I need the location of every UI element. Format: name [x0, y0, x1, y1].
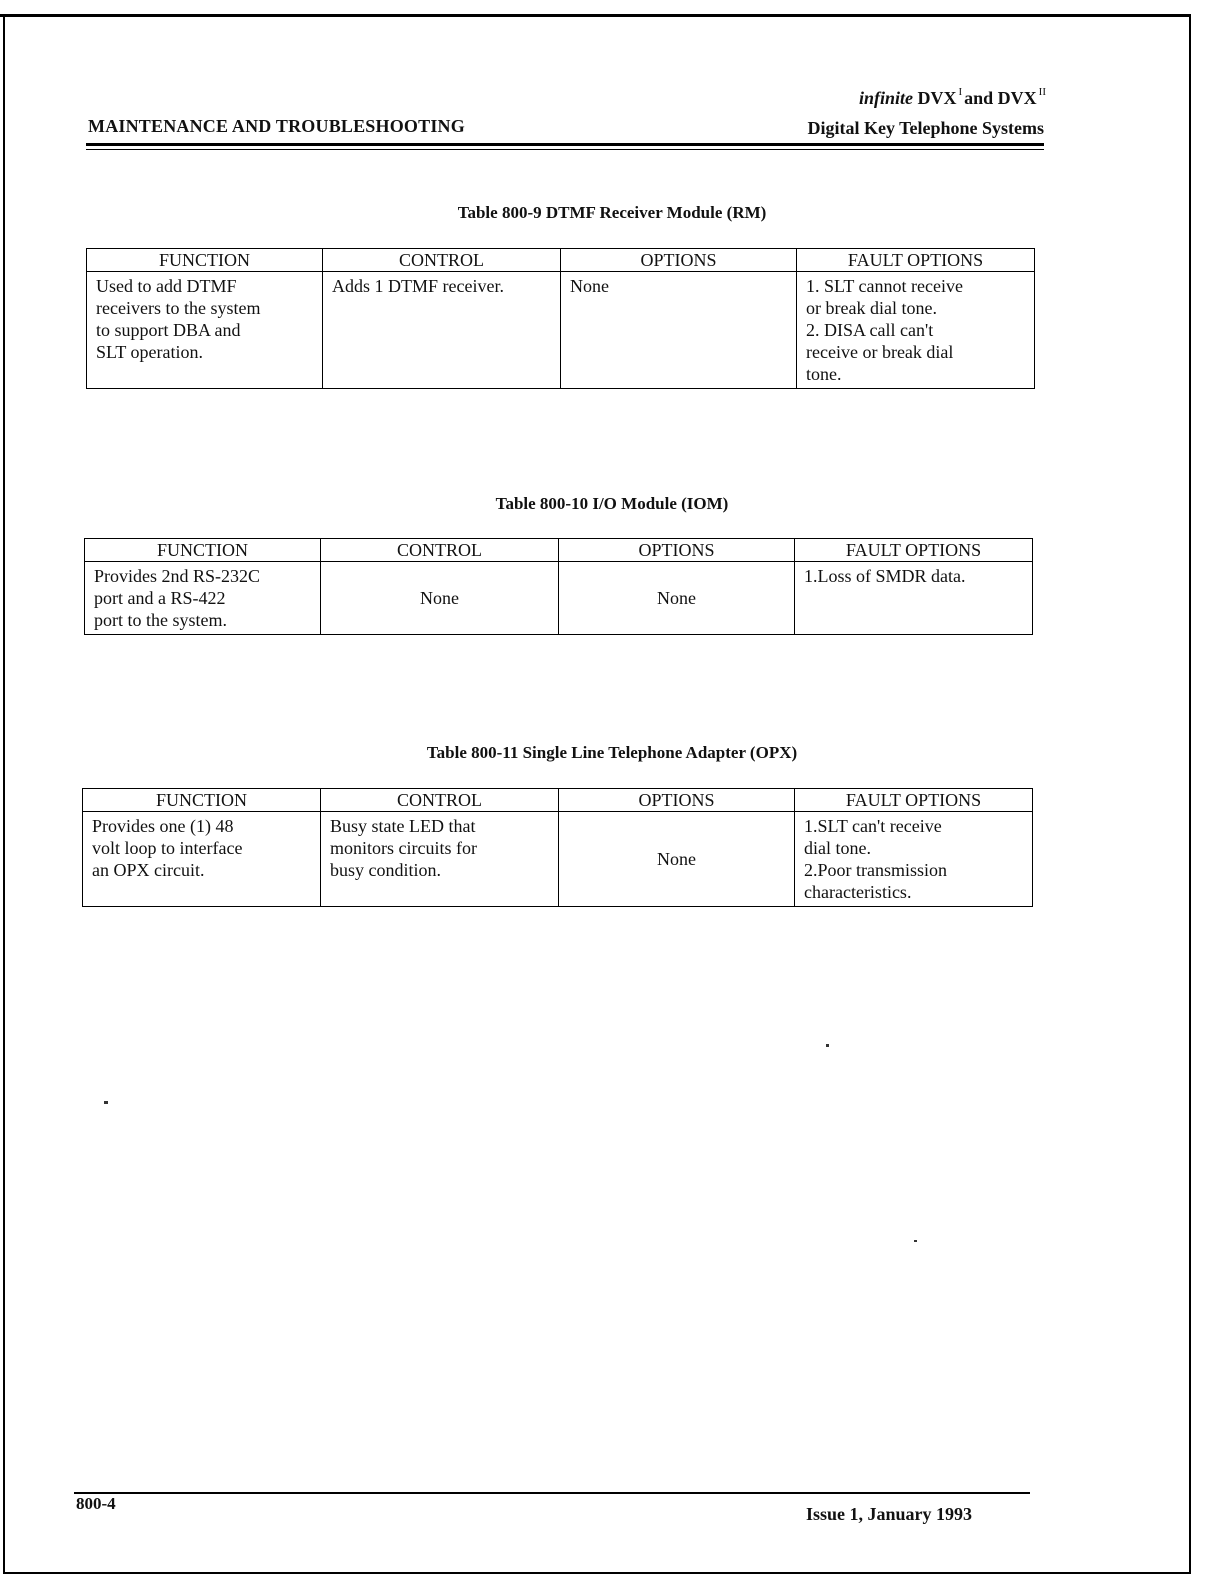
table-caption-opx: Table 800-11 Single Line Telephone Adapter (OPX)	[426, 743, 798, 762]
table-header-row	[83, 789, 1033, 812]
text-line: Used to add DTMF	[96, 276, 237, 296]
text-line: SLT operation.	[96, 342, 203, 362]
text-line: receivers to the system	[96, 298, 261, 318]
table-header-row	[85, 539, 1033, 562]
table-row	[83, 812, 1033, 907]
section-title: MAINTENANCE AND TROUBLESHOOTING	[88, 116, 465, 136]
cell-options: None	[559, 562, 795, 635]
col-header-control: CONTROL	[323, 249, 561, 272]
col-header-fault-options: FAULT OPTIONS	[795, 539, 1033, 562]
col-header-control: CONTROL	[321, 789, 559, 812]
footer-rule	[74, 1492, 1030, 1494]
cell-fault-options	[795, 812, 1033, 907]
table-row	[85, 562, 1033, 635]
cell-options	[561, 272, 797, 389]
table-iom	[84, 538, 1033, 635]
cell-function	[85, 562, 321, 635]
table-caption-iom: Table 800-10 I/O Module (IOM)	[495, 494, 729, 513]
table-rm	[86, 248, 1035, 389]
page-border-bottom	[3, 1572, 1191, 1574]
product-title	[859, 88, 1048, 109]
product-prefix: infinite	[858, 88, 913, 108]
cell-control: None	[321, 562, 559, 635]
col-header-fault-options: FAULT OPTIONS	[795, 789, 1033, 812]
text-line: an OPX circuit.	[92, 860, 205, 880]
product-sup2: II	[1038, 86, 1046, 98]
page-number: 800-4	[76, 1494, 116, 1513]
cell-options: None	[559, 812, 795, 907]
text-line: Busy state LED that	[330, 816, 476, 836]
text-line: 1.SLT can't receive	[804, 816, 942, 836]
text-line: characteristics.	[804, 882, 912, 902]
text-line: None	[570, 276, 609, 296]
table-caption-rm: Table 800-9 DTMF Receiver Module (RM)	[457, 203, 767, 222]
text-line: Adds 1 DTMF receiver.	[332, 276, 504, 296]
cell-function	[87, 272, 323, 389]
cell-fault-options	[795, 562, 1033, 635]
table-opx	[82, 788, 1033, 907]
col-header-function: FUNCTION	[83, 789, 321, 812]
cell-control	[323, 272, 561, 389]
text-line: 2.Poor transmission	[804, 860, 948, 880]
text-line: receive or break dial	[806, 342, 954, 362]
product-subtitle: Digital Key Telephone Systems	[807, 118, 1044, 138]
text-line: Provides 2nd RS-232C	[94, 566, 261, 586]
col-header-function: FUNCTION	[85, 539, 321, 562]
scan-speck	[826, 1044, 829, 1047]
cell-fault-options	[797, 272, 1035, 389]
cell-control	[321, 812, 559, 907]
text-line: dial tone.	[804, 838, 871, 858]
product-sup1: I	[958, 86, 963, 98]
text-line: or break dial tone.	[806, 298, 937, 318]
table-header-row	[87, 249, 1035, 272]
page-border-left	[3, 14, 5, 1574]
page-border-top	[0, 14, 1190, 17]
col-header-options: OPTIONS	[559, 789, 795, 812]
text-line: volt loop to interface	[92, 838, 243, 858]
text-line: port and a RS-422	[94, 588, 226, 608]
text-line: monitors circuits for	[330, 838, 477, 858]
text-line: tone.	[806, 364, 842, 384]
col-header-fault-options: FAULT OPTIONS	[797, 249, 1035, 272]
product-and: and DVX	[964, 88, 1037, 108]
header-rule-thin	[86, 149, 1044, 150]
col-header-function: FUNCTION	[87, 249, 323, 272]
col-header-options: OPTIONS	[561, 249, 797, 272]
product-dvx1: DVX	[917, 88, 957, 108]
header-rule	[86, 143, 1044, 146]
text-line: to support DBA and	[96, 320, 241, 340]
text-line: Provides one (1) 48	[92, 816, 234, 836]
table-row	[87, 272, 1035, 389]
cell-function	[83, 812, 321, 907]
scan-speck	[914, 1240, 917, 1242]
text-line: 2. DISA call can't	[806, 320, 934, 340]
issue-date: Issue 1, January 1993	[806, 1504, 973, 1524]
text-line: 1. SLT cannot receive	[806, 276, 963, 296]
text-line: port to the system.	[94, 610, 227, 630]
text-line: busy condition.	[330, 860, 441, 880]
col-header-control: CONTROL	[321, 539, 559, 562]
col-header-options: OPTIONS	[559, 539, 795, 562]
text-line: 1.Loss of SMDR data.	[804, 566, 966, 586]
page-border-right	[1189, 14, 1191, 1574]
scan-speck	[104, 1101, 108, 1104]
